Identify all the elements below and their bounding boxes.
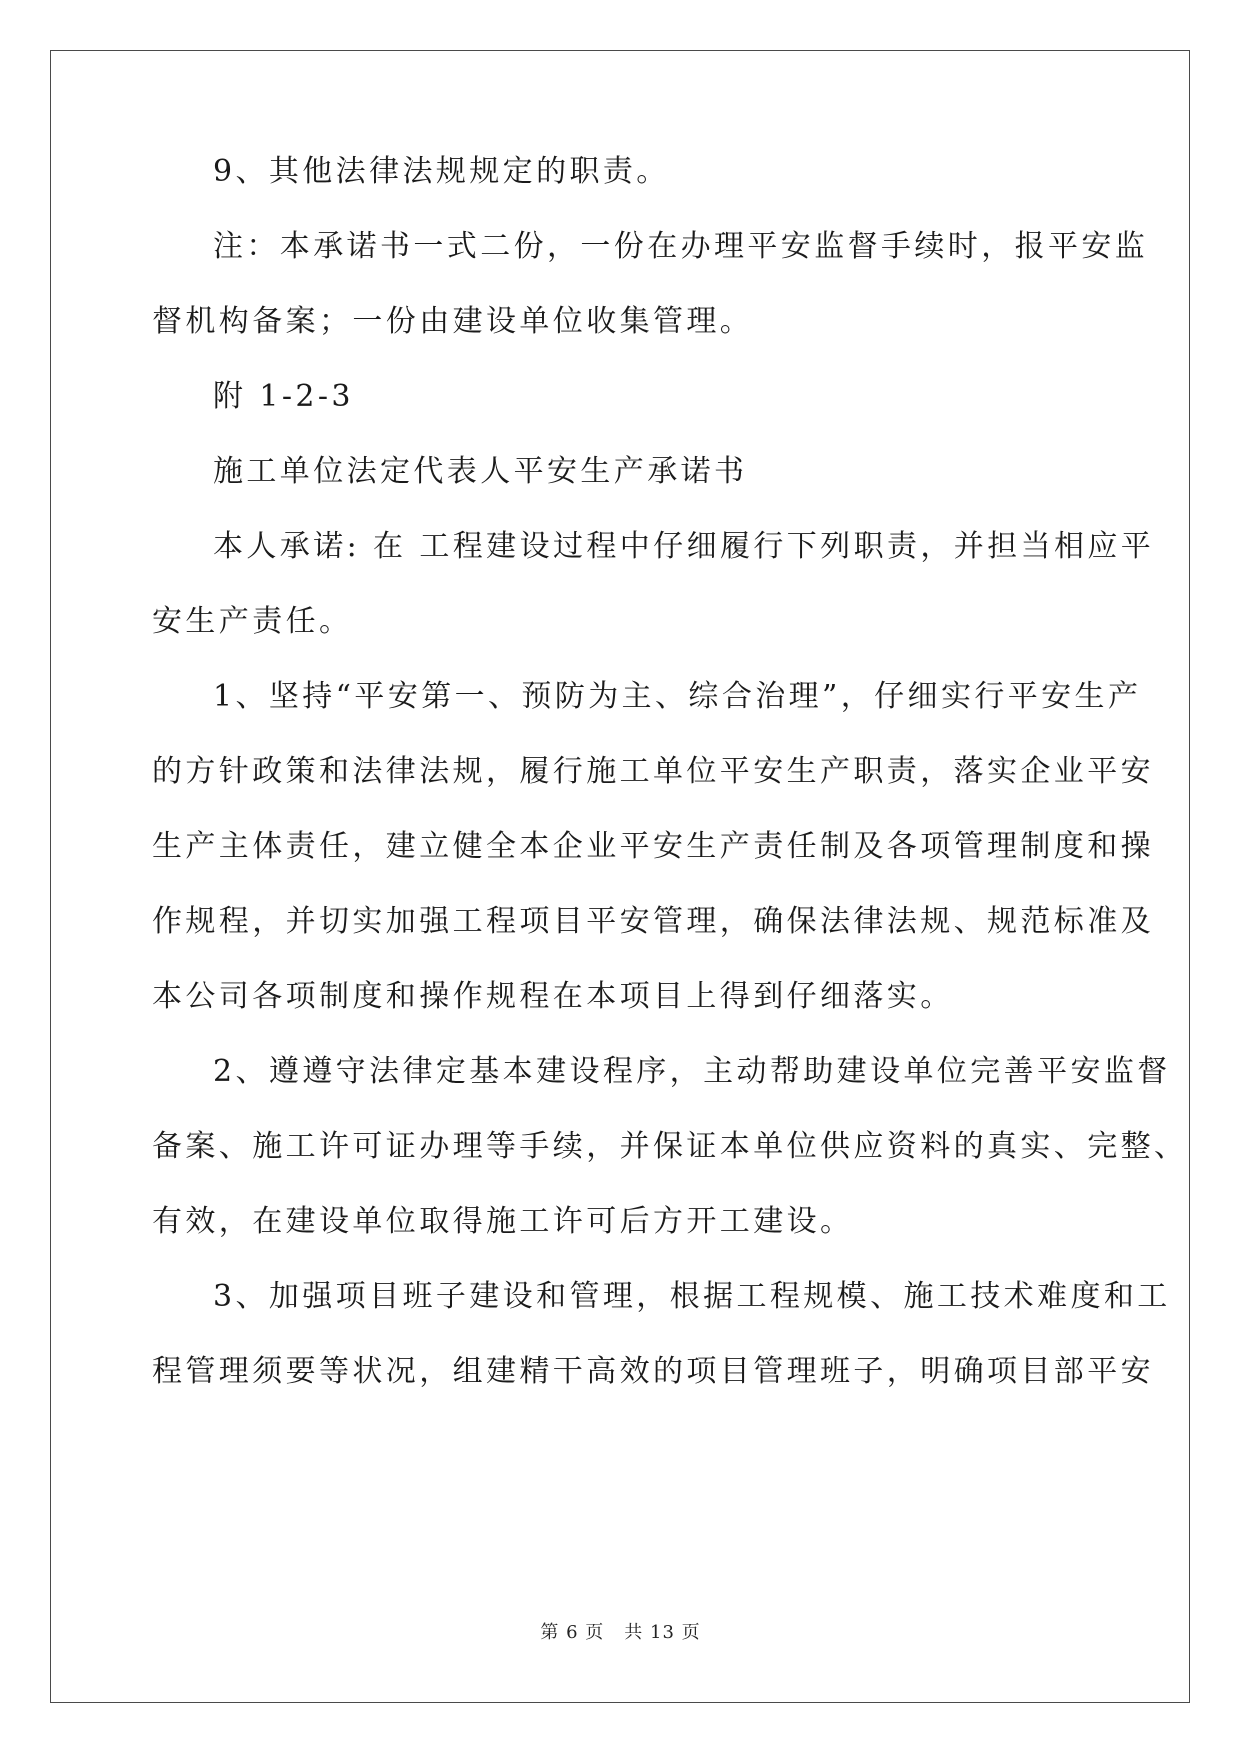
clause-2-line-1: 2、遵遵守法律定基本建设程序，主动帮助建设单位完善平安监督 <box>213 1054 1171 1089</box>
appendix-label: 附 1-2-3 <box>213 379 354 414</box>
clause-1-line-5: 本公司各项制度和操作规程在本项目上得到仔细落实。 <box>152 979 954 1014</box>
page-footer <box>0 1618 1241 1644</box>
pledge-line-2: 安生产责任。 <box>152 604 353 639</box>
clause-1-line-1: 1、坚持“平安第一、预防为主、综合治理”，仔细实行平安生产 <box>213 679 1142 714</box>
clause-3-line-1: 3、加强项目班子建设和管理，根据工程规模、施工技术难度和工 <box>213 1279 1171 1314</box>
clause-2-line-2: 备案、施工许可证办理等手续，并保证本单位供应资料的真实、完整、 <box>152 1129 1188 1164</box>
note-line-1: 注：本承诺书一式二份，一份在办理平安监督手续时，报平安监 <box>213 229 1149 264</box>
pledge-line-1: 本人承诺: 在 工程建设过程中仔细履行下列职责，并担当相应平 <box>213 529 1155 564</box>
clause-2-line-3: 有效，在建设单位取得施工许可后方开工建设。 <box>152 1204 854 1239</box>
note-line-2: 督机构备案；一份由建设单位收集管理。 <box>152 304 754 339</box>
page-border <box>50 50 1190 1703</box>
clause-1-line-3: 生产主体责任，建立健全本企业平安生产责任制及各项管理制度和操 <box>152 829 1154 864</box>
clause-9: 9、其他法律法规规定的职责。 <box>213 154 670 189</box>
clause-1-line-4: 作规程，并切实加强工程项目平安管理，确保法律法规、规范标准及 <box>152 904 1154 939</box>
page-number-current: 第 6 页 <box>540 1622 605 1643</box>
clause-1-line-2: 的方针政策和法律法规，履行施工单位平安生产职责，落实企业平安 <box>152 754 1154 789</box>
page-number-total: 共 13 页 <box>624 1622 701 1643</box>
section-title: 施工单位法定代表人平安生产承诺书 <box>213 454 748 489</box>
clause-3-line-2: 程管理须要等状况，组建精干高效的项目管理班子，明确项目部平安 <box>152 1354 1154 1389</box>
